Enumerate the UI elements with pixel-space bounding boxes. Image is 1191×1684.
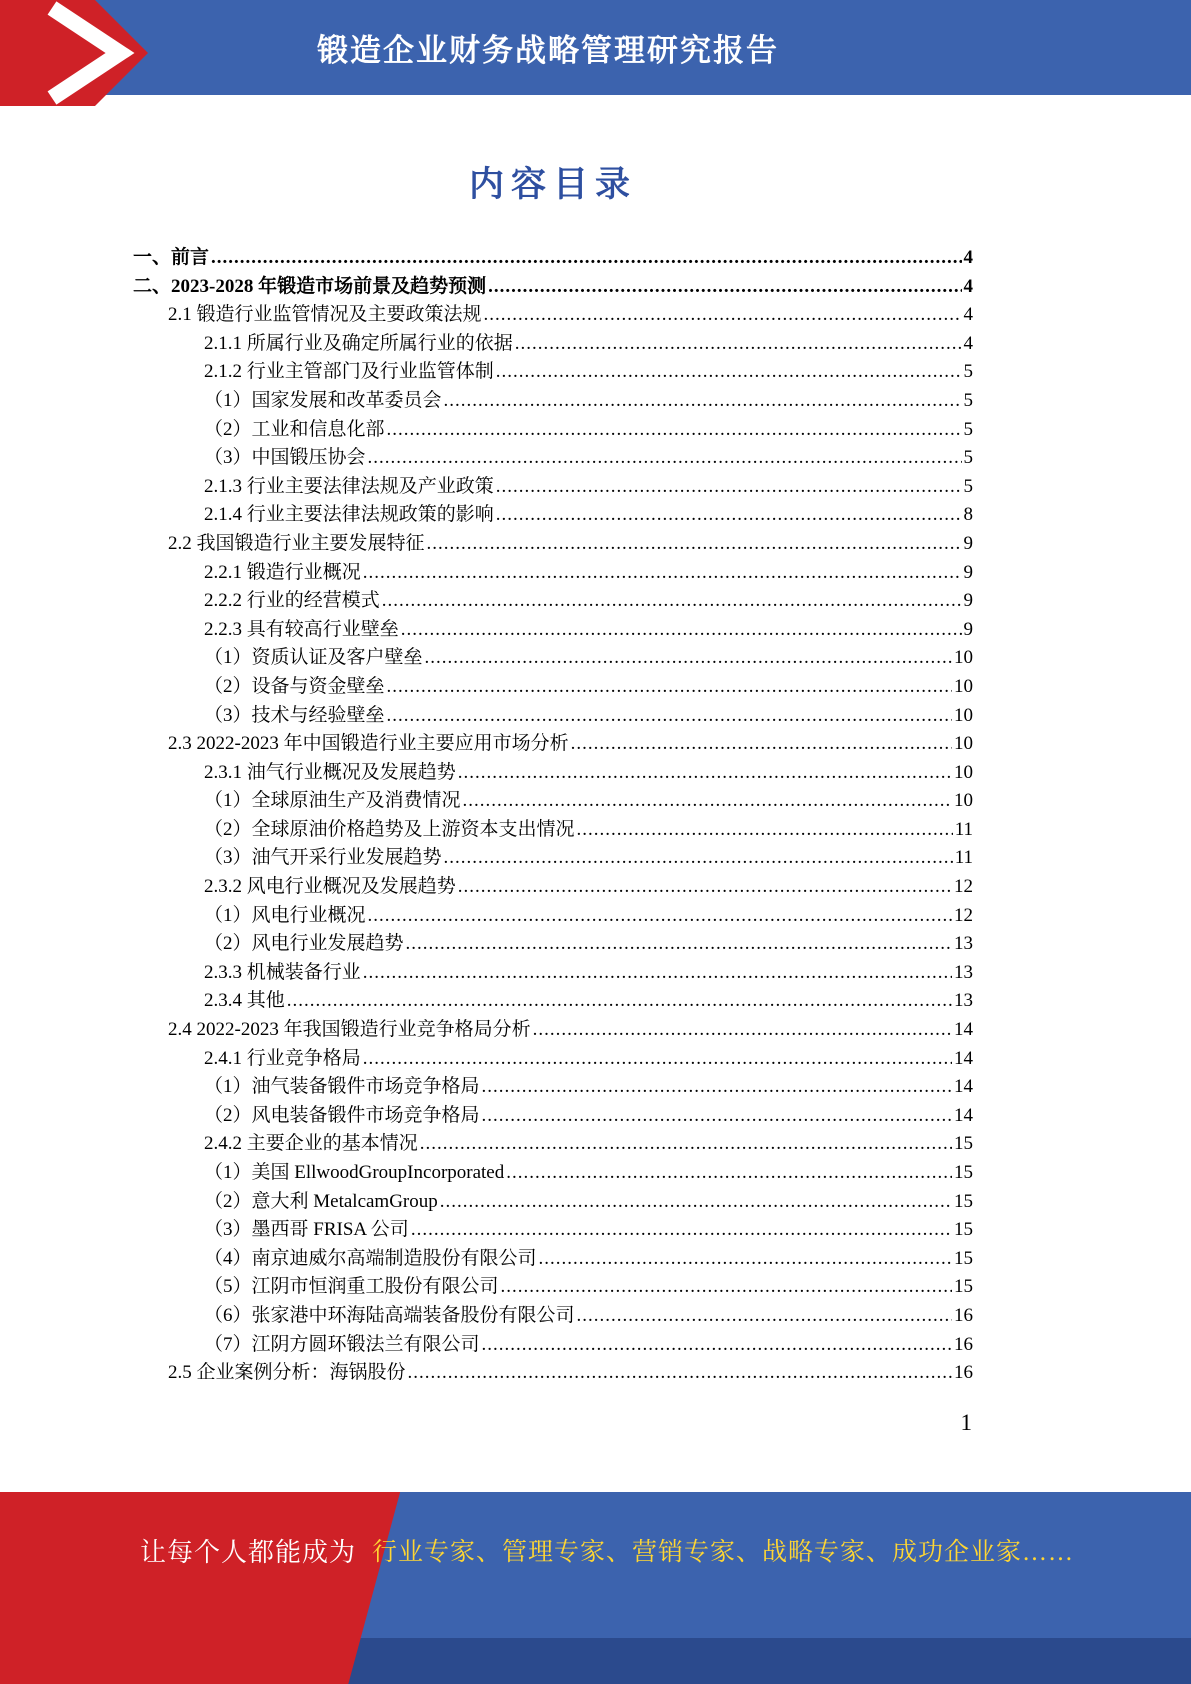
toc-entry-text: （4）南京迪威尔高端制造股份有限公司 — [204, 1247, 537, 1269]
toc-entry-text: 2.2.3 具有较高行业壁垒 — [204, 618, 399, 640]
toc-entry-text: （1）风电行业概况 — [204, 904, 366, 926]
toc-entry-text: 2.1.2 行业主管部门及行业监管体制 — [204, 361, 494, 383]
toc-entry[interactable] — [133, 702, 973, 731]
dot-leader — [363, 959, 952, 988]
red-arrow-decoration — [0, 0, 165, 118]
toc-entry[interactable] — [133, 902, 973, 931]
dot-leader — [484, 301, 962, 330]
toc-entry[interactable] — [133, 1302, 973, 1331]
toc-entry-page: 12 — [954, 904, 973, 926]
toc-entry[interactable] — [133, 358, 973, 387]
toc-entry-page: 4 — [963, 332, 973, 354]
toc-entry-page: 4 — [963, 275, 973, 297]
toc-entry-text: 2.2.2 行业的经营模式 — [204, 590, 380, 612]
toc-entry-page: 15 — [954, 1219, 973, 1241]
dot-leader — [425, 644, 952, 673]
dot-leader — [482, 1331, 952, 1360]
toc-entry-page: 10 — [954, 647, 973, 669]
dot-leader — [363, 559, 962, 588]
toc-entry-page: 15 — [954, 1190, 973, 1212]
toc-entry-text: （7）江阴方圆环锻法兰有限公司 — [204, 1333, 480, 1355]
dot-leader — [444, 844, 953, 873]
toc-entry[interactable] — [133, 616, 973, 645]
dot-leader — [533, 1016, 952, 1045]
toc-entry-text: （2）风电行业发展趋势 — [204, 933, 404, 955]
dot-leader — [408, 1359, 952, 1388]
toc-entry[interactable] — [133, 1102, 973, 1131]
dot-leader — [482, 1102, 952, 1131]
toc-entry[interactable] — [133, 873, 973, 902]
dot-leader — [287, 987, 952, 1016]
toc-entry-text: （2）全球原油价格趋势及上游资本支出情况 — [204, 818, 575, 840]
toc-entry-page: 15 — [954, 1276, 973, 1298]
toc-entry-text: （3）墨西哥 FRISA 公司 — [204, 1219, 409, 1241]
toc-entry[interactable] — [133, 416, 973, 445]
toc-entry-text: 2.4 2022-2023 年我国锻造行业竞争格局分析 — [168, 1019, 531, 1041]
toc-entry-text: 2.1.4 行业主要法律法规政策的影响 — [204, 504, 494, 526]
page-footer — [0, 1492, 1191, 1684]
toc-list — [133, 244, 973, 1388]
dot-leader — [496, 358, 962, 387]
dot-leader — [427, 530, 962, 559]
toc-entry-text: 2.2 我国锻造行业主要发展特征 — [168, 532, 425, 554]
toc-entry-text: 2.1.3 行业主要法律法规及产业政策 — [204, 475, 494, 497]
toc-entry-page: 14 — [954, 1047, 973, 1069]
toc-entry[interactable] — [133, 844, 973, 873]
toc-entry-page: 4 — [963, 304, 973, 326]
toc-entry-page: 5 — [963, 389, 973, 411]
toc-entry-page: 5 — [963, 418, 973, 440]
toc-entry-page: 10 — [954, 675, 973, 697]
toc-entry-text: 2.5 企业案例分析：海锅股份 — [168, 1362, 406, 1384]
toc-entry-text: （6）张家港中环海陆高端装备股份有限公司 — [204, 1304, 575, 1326]
toc-entry[interactable] — [133, 301, 973, 330]
toc-entry[interactable] — [133, 816, 973, 845]
toc-entry-text: （3）技术与经验壁垒 — [204, 704, 385, 726]
toc-entry-page: 14 — [954, 1076, 973, 1098]
toc-entry-text: 2.4.1 行业竞争格局 — [204, 1047, 361, 1069]
toc-entry-page: 15 — [954, 1247, 973, 1269]
toc-entry-text: 2.1 锻造行业监管情况及主要政策法规 — [168, 304, 482, 326]
toc-entry-page: 9 — [963, 590, 973, 612]
dot-leader — [515, 330, 962, 359]
toc-entry-text: 2.3.3 机械装备行业 — [204, 961, 361, 983]
toc-entry[interactable] — [133, 759, 973, 788]
toc-entry-page: 9 — [963, 532, 973, 554]
toc-entry[interactable] — [133, 387, 973, 416]
toc-entry[interactable] — [133, 1016, 973, 1045]
dot-leader — [411, 1216, 952, 1245]
toc-entry-text: （2）风电装备锻件市场竞争格局 — [204, 1104, 480, 1126]
toc-entry-text: （2）意大利 MetalcamGroup — [204, 1190, 438, 1212]
dot-leader — [368, 902, 952, 931]
toc-entry-text: （2）工业和信息化部 — [204, 418, 385, 440]
toc-entry[interactable] — [133, 473, 973, 502]
toc-entry-text: 2.4.2 主要企业的基本情况 — [204, 1133, 418, 1155]
report-title: 锻造企业财务战略管理研究报告 — [317, 33, 779, 68]
dot-leader — [387, 416, 962, 445]
toc-entry[interactable] — [133, 959, 973, 988]
dot-leader — [382, 587, 962, 616]
dot-leader — [571, 730, 952, 759]
dot-leader — [440, 1188, 952, 1217]
page-number: 1 — [960, 1410, 972, 1435]
toc-entry-text: 2.3.2 风电行业概况及发展趋势 — [204, 876, 456, 898]
toc-entry[interactable] — [133, 730, 973, 759]
toc-entry-text: 2.2.1 锻造行业概况 — [204, 561, 361, 583]
toc-entry-page: 14 — [954, 1019, 973, 1041]
toc-entry-page: 10 — [954, 733, 973, 755]
toc-entry-text: 二、2023-2028 年锻造市场前景及趋势预测 — [133, 275, 487, 297]
toc-entry-page: 5 — [963, 447, 973, 469]
toc-entry[interactable] — [133, 1216, 973, 1245]
toc-entry[interactable] — [133, 444, 973, 473]
toc-entry[interactable] — [133, 1159, 973, 1188]
dot-leader — [387, 673, 952, 702]
toc-entry-page: 4 — [963, 247, 973, 268]
toc-entry[interactable] — [133, 501, 973, 530]
toc-entry-page: 11 — [954, 847, 973, 869]
dot-leader — [577, 1302, 952, 1331]
dot-leader — [401, 616, 962, 645]
toc-entry[interactable] — [133, 1359, 973, 1388]
toc-entry-text: （2）设备与资金壁垒 — [204, 675, 385, 697]
footer-slogan-left: 让每个人都能成为 — [140, 1538, 357, 1567]
toc-heading: 内容目录 — [468, 165, 637, 204]
dot-leader — [506, 1159, 952, 1188]
toc-entry-page: 9 — [963, 618, 973, 640]
dot-leader — [406, 930, 952, 959]
toc-entry-page: 15 — [954, 1133, 973, 1155]
dot-leader — [501, 1273, 952, 1302]
toc-entry-page: 5 — [963, 361, 973, 383]
toc-entry[interactable] — [133, 1045, 973, 1074]
dot-leader — [482, 1073, 952, 1102]
toc-entry-page: 9 — [963, 561, 973, 583]
dot-leader — [488, 273, 961, 302]
toc-entry[interactable] — [133, 644, 973, 673]
dot-leader — [363, 1045, 952, 1074]
toc-entry[interactable] — [133, 587, 973, 616]
toc-entry[interactable] — [133, 1130, 973, 1159]
dot-leader — [496, 501, 962, 530]
toc-entry[interactable] — [133, 530, 973, 559]
toc-entry-page: 16 — [954, 1362, 973, 1384]
toc-entry[interactable] — [133, 930, 973, 959]
report-header — [0, 0, 1191, 95]
toc-entry[interactable] — [133, 273, 973, 302]
dot-leader — [577, 816, 953, 845]
toc-entry[interactable] — [133, 1188, 973, 1217]
dot-leader — [368, 444, 962, 473]
toc-entry-text: （1）全球原油生产及消费情况 — [204, 790, 461, 812]
toc-entry-text: 2.3.1 油气行业概况及发展趋势 — [204, 761, 456, 783]
toc-entry[interactable] — [133, 1273, 973, 1302]
toc-entry[interactable] — [133, 673, 973, 702]
toc-entry-page: 14 — [954, 1104, 973, 1126]
dot-leader — [539, 1245, 952, 1274]
toc-entry[interactable] — [133, 987, 973, 1016]
dot-leader — [463, 787, 952, 816]
toc-entry-page: 8 — [963, 504, 973, 526]
red-arrow-icon — [0, 0, 165, 118]
toc-entry-page: 13 — [954, 990, 973, 1012]
dot-leader — [496, 473, 962, 502]
dot-leader — [387, 702, 952, 731]
footer-slogan-right: 行业专家、管理专家、营销专家、战略专家、成功企业家…… — [372, 1539, 1075, 1566]
toc-entry-text: （3）中国锻压协会 — [204, 447, 366, 469]
toc-entry-text: （3）油气开采行业发展趋势 — [204, 847, 442, 869]
toc-entry-text: 2.3 2022-2023 年中国锻造行业主要应用市场分析 — [168, 733, 569, 755]
toc-entry-text: （1）资质认证及客户壁垒 — [204, 647, 423, 669]
toc-entry-page: 15 — [954, 1162, 973, 1183]
dot-leader — [211, 244, 961, 273]
dot-leader — [458, 873, 952, 902]
toc-entry-page: 10 — [954, 790, 973, 812]
toc-entry-text: （1）国家发展和改革委员会 — [204, 389, 442, 411]
toc-entry-text: 一、前言 — [133, 247, 210, 268]
toc-section — [0, 157, 1191, 1388]
footer-red-band — [0, 1492, 405, 1684]
toc-entry-text: （5）江阴市恒润重工股份有限公司 — [204, 1276, 499, 1298]
dot-leader — [420, 1130, 952, 1159]
toc-entry-text: 2.1.1 所属行业及确定所属行业的依据 — [204, 332, 513, 354]
toc-entry-page: 13 — [954, 961, 973, 983]
toc-entry-page: 16 — [954, 1304, 973, 1326]
toc-entry-page: 5 — [963, 475, 973, 497]
toc-entry-page: 13 — [954, 933, 973, 955]
toc-entry-page: 10 — [954, 761, 973, 783]
dot-leader — [444, 387, 962, 416]
toc-entry[interactable] — [133, 1073, 973, 1102]
toc-entry[interactable] — [133, 559, 973, 588]
toc-entry-text: （1）油气装备锻件市场竞争格局 — [204, 1076, 480, 1098]
toc-entry[interactable] — [133, 787, 973, 816]
toc-entry[interactable] — [133, 1331, 973, 1360]
toc-entry-text: 2.3.4 其他 — [204, 990, 285, 1012]
toc-entry[interactable] — [133, 1245, 973, 1274]
toc-entry-page: 12 — [954, 876, 973, 898]
dot-leader — [458, 759, 952, 788]
toc-entry[interactable] — [133, 244, 973, 273]
toc-entry[interactable] — [133, 330, 973, 359]
toc-entry-page: 16 — [954, 1333, 973, 1355]
toc-entry-page: 11 — [954, 818, 973, 840]
toc-entry-page: 10 — [954, 704, 973, 726]
toc-entry-text: （1）美国 EllwoodGroupIncorporated — [204, 1162, 505, 1183]
